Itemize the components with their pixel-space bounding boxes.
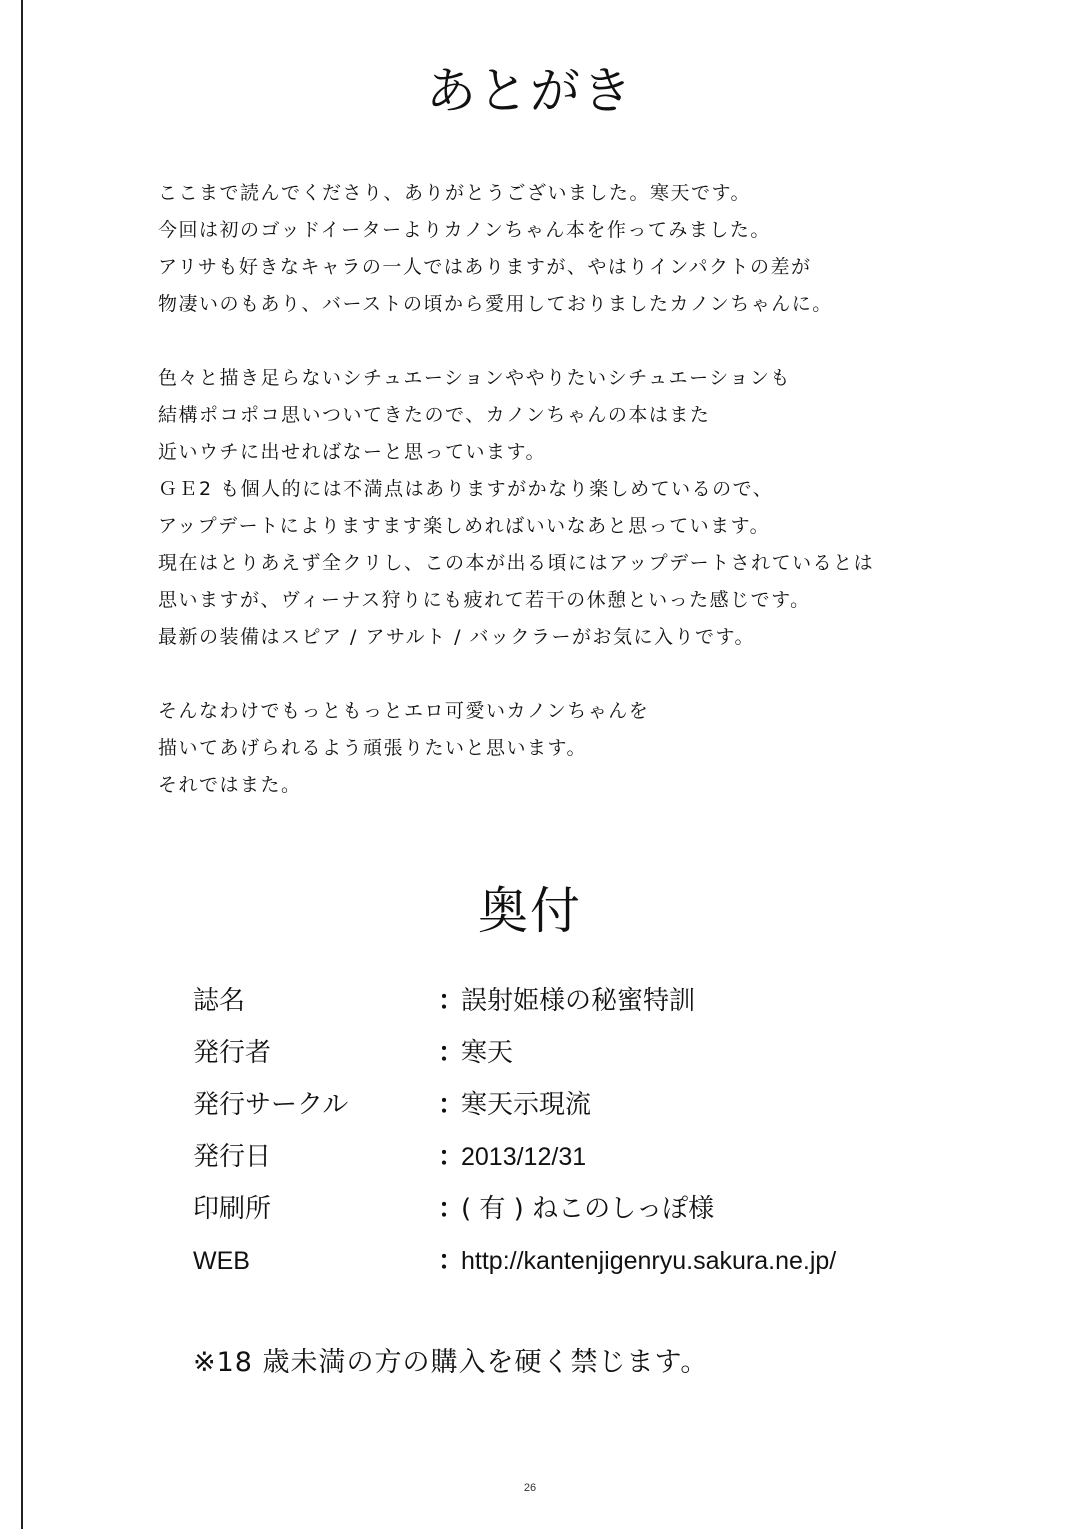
afterword-line: 最新の装備はスピア / アサルト / バックラーがお気に入りです。 <box>158 626 755 648</box>
afterword-body <box>158 178 958 844</box>
colophon-label: WEB <box>193 1247 250 1275</box>
colophon-row-date <box>193 1139 953 1191</box>
colophon-label: 発行サークル <box>193 1090 349 1120</box>
afterword-line: 今回は初のゴッドイーターよりカノンちゃん本を作ってみました。 <box>158 219 771 241</box>
afterword-line: 結構ポコポコ思いついてきたので、カノンちゃんの本はまた <box>158 404 711 426</box>
colophon-title: 奥付 <box>478 882 582 940</box>
colophon-table <box>193 983 953 1295</box>
colophon-label: 印刷所 <box>193 1194 272 1224</box>
colophon-row-title <box>193 983 953 1035</box>
afterword-line: 思いますが、ヴィーナス狩りにも疲れて若干の休憩といった感じです。 <box>158 589 811 611</box>
afterword-line: 色々と描き足らないシチュエーションややりたいシチュエーションも <box>158 367 791 389</box>
afterword-line: それではまた。 <box>158 774 302 796</box>
colophon-row-web <box>193 1243 953 1295</box>
colophon-label: 誌名 <box>193 986 246 1016</box>
afterword-line: 物凄いのもあり、バーストの頃から愛用しておりましたカノンちゃんに。 <box>158 293 833 315</box>
afterword-line: アップデートによりますます楽しめればいいなあと思っています。 <box>158 515 771 537</box>
afterword-title: あとがき <box>426 62 634 120</box>
colophon-label: 発行者 <box>193 1038 272 1068</box>
colophon-value: 寒天示現流 <box>461 1090 592 1120</box>
colophon-colon: ： <box>438 1038 465 1068</box>
colophon-colon: ： <box>438 1090 465 1120</box>
age-restriction-notice: ※18 歳未満の方の購入を硬く禁じます。 <box>193 1347 709 1378</box>
colophon-value: 2013/12/31 <box>461 1143 587 1171</box>
afterword-line: そんなわけでもっともっとエロ可愛いカノンちゃんを <box>158 700 650 722</box>
afterword-line: 近いウチに出せればなーと思っています。 <box>158 441 546 463</box>
colophon-row-circle <box>193 1087 953 1139</box>
afterword-line: 描いてあげられるよう頑張りたいと思います。 <box>158 737 587 759</box>
afterword-paragraph-2 <box>158 363 958 659</box>
colophon-colon: ： <box>438 1142 465 1172</box>
afterword-paragraph-1 <box>158 178 958 326</box>
colophon-colon: ： <box>438 986 465 1016</box>
afterword-line: 現在はとりあえず全クリし、この本が出る頃にはアップデートされているとは <box>158 552 875 574</box>
colophon-value: ( 有 ) ねこのしっぽ様 <box>461 1194 715 1224</box>
colophon-value: 寒天 <box>461 1038 514 1068</box>
colophon-colon: ： <box>438 1246 465 1276</box>
afterword-line: ＧＥ2 も個人的には不満点はありますがかなり楽しめているので、 <box>158 478 774 500</box>
colophon-label: 発行日 <box>193 1142 272 1172</box>
colophon-row-printer <box>193 1191 953 1243</box>
colophon-row-publisher <box>193 1035 953 1087</box>
colophon-value: 誤射姫様の秘蜜特訓 <box>461 986 696 1016</box>
afterword-paragraph-3 <box>158 696 958 807</box>
colophon-colon: ： <box>438 1194 465 1224</box>
afterword-line: ここまで読んでくださり、ありがとうございました。寒天です。 <box>158 182 751 204</box>
page-edge-rule <box>21 0 23 1529</box>
colophon-web-url: http://kantenjigenryu.sakura.ne.jp/ <box>461 1247 837 1275</box>
page-number: 26 <box>523 1482 537 1494</box>
afterword-line: アリサも好きなキャラの一人ではありますが、やはりインパクトの差が <box>158 256 812 278</box>
